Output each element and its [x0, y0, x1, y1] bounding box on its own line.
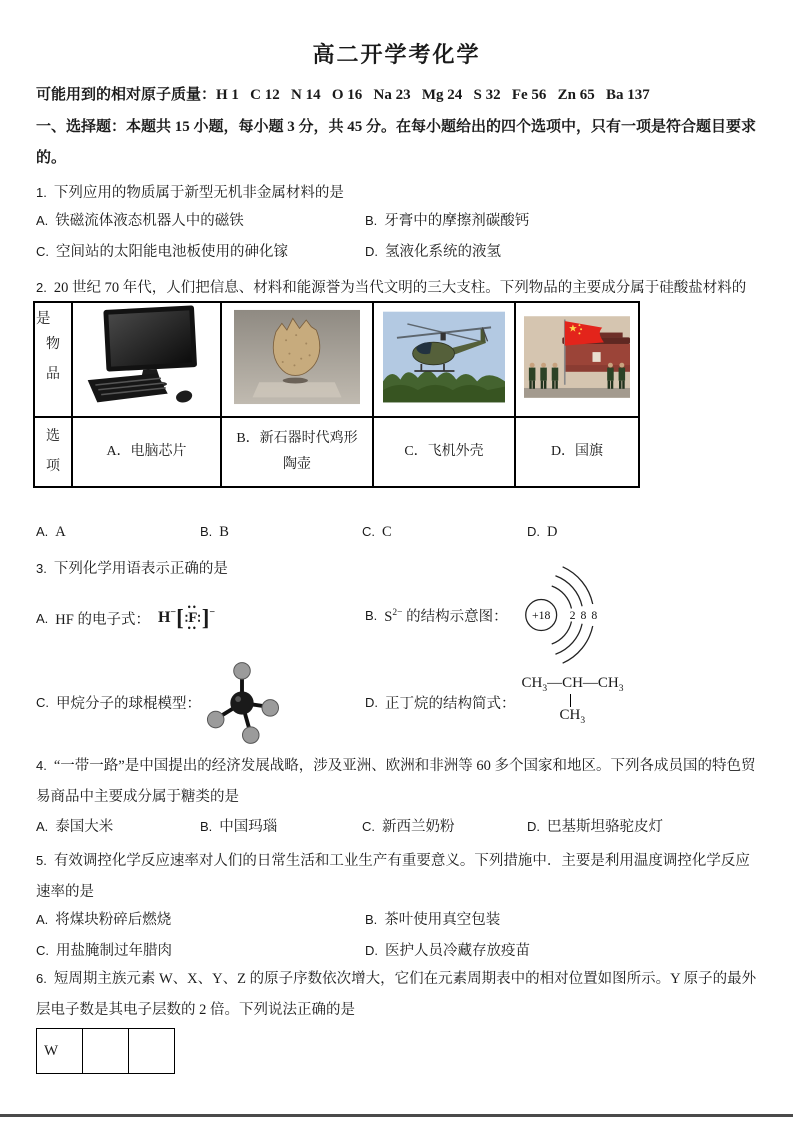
q6-periodic-position-grid [36, 1028, 175, 1074]
cell-computer [72, 302, 221, 417]
cell-helicopter [373, 302, 515, 417]
question-4-number: 4. [36, 758, 47, 773]
ef-bracket-left: [ [176, 604, 184, 630]
question-4 [36, 750, 758, 813]
q3-option-c-label: C. [36, 695, 49, 710]
methane-ball-stick-model [205, 658, 279, 748]
q3-option-a [36, 598, 215, 638]
section-header: 一、选择题：本题共 15 小题，每小题 3 分，共 45 分。在每小题给出的四个选项中，只有一项是符合题目要求的。 [36, 119, 757, 166]
hf-electron-formula [157, 601, 216, 633]
q4-option-c-label: C. [362, 819, 375, 834]
helicopter-image [383, 311, 505, 403]
q1-option-c [36, 240, 288, 261]
q5-option-b-text: 茶叶使用真空包装 [384, 912, 501, 928]
q4-option-c-text: 新西兰奶粉 [382, 819, 455, 835]
q1-option-a-text: 铁磁流体液态机器人中的磁铁 [55, 213, 244, 229]
q3-option-d-label: D. [365, 695, 378, 710]
question-6-number: 6. [36, 971, 47, 986]
question-2-text: 20 世纪 70 年代，人们把信息、材料和能源誉为当代文明的三大支柱。下列物品的主要成分属于硅酸盐材料的是 [36, 280, 747, 327]
q6-grid-cell-2 [83, 1029, 129, 1074]
q1-option-d-text: 氢液化系统的液氢 [385, 244, 501, 260]
flag-ceremony-image [524, 314, 630, 400]
ef-top-dots: •• [187, 601, 198, 612]
cell-flag [515, 302, 639, 417]
question-5-number: 5. [36, 853, 47, 868]
question-1 [36, 177, 758, 209]
q5-option-b [365, 908, 500, 929]
q5-option-a-text: 将煤块粉碎后燃烧 [55, 912, 172, 928]
ef-fluorine: F [188, 609, 198, 626]
q2-answer-d [527, 524, 557, 541]
q2-answer-a [36, 524, 66, 541]
atomic-masses-line: 可能用到的相对原子质量：H 1 C 12 N 14 O 16 Na 23 Mg 24 S 32 Fe 56 Zn 65 Ba 137 [36, 87, 650, 103]
shell-2-electrons: 8 [580, 608, 587, 623]
q2-cell-option-c: C．飞机外壳 [373, 417, 515, 487]
q5-option-a-label: A. [36, 912, 49, 927]
q4-option-c [362, 815, 455, 836]
q3-option-c [36, 655, 279, 750]
q5-option-c [36, 939, 172, 960]
ef-hydrogen: H [157, 609, 171, 626]
cell-pottery [221, 302, 373, 417]
q4-option-a-text: 泰国大米 [55, 819, 114, 835]
q2-answer-c [362, 524, 392, 541]
q3-option-a-label: A. [36, 610, 49, 626]
q2-answer-b-label: B. [200, 524, 213, 539]
q2-answer-a-label: A. [36, 524, 49, 539]
q5-option-b-label: B. [365, 912, 378, 927]
q4-option-d-label: D. [527, 819, 540, 834]
question-1-number: 1. [36, 185, 47, 200]
q2-cell-option-b: B．新石器时代鸡形陶壶 [221, 417, 373, 487]
q3-option-b-label: B. [365, 607, 378, 623]
q2-answer-c-label: C. [362, 524, 375, 539]
q4-option-b-label: B. [200, 819, 213, 834]
q1-option-d-label: D. [365, 244, 378, 259]
ef-right-dots: ∶ [197, 610, 201, 626]
q2-answer-b [200, 524, 229, 541]
q2-table-row-options [34, 417, 639, 487]
q3-option-d-caption: 正丁烷的结构简式： [385, 696, 516, 712]
q6-grid-cell-w: W [37, 1029, 83, 1074]
q2-answer-b-text: B [219, 524, 229, 540]
q4-option-b [200, 815, 277, 836]
question-6-text: 短周期主族元素 W、X、Y、Z 的原子序数依次增大，它们在元素周期表中的相对位置如图所示。Y 原子的最外层电子数是其电子层数的 2 倍。下列说法正确的是 [36, 971, 757, 1018]
atomic-structure-diagram [512, 565, 634, 665]
ef-bracket-right: ] [201, 604, 210, 630]
question-3-number: 3. [36, 561, 47, 576]
q2-table-row-items [34, 302, 639, 417]
q1-option-c-label: C. [36, 244, 49, 259]
q1-option-b-text: 牙膏中的摩擦剂碳酸钙 [384, 213, 530, 229]
q2-answer-c-text: C [382, 524, 392, 540]
q2-row1-header: 物品 [34, 302, 72, 417]
q2-answer-d-text: D [547, 524, 558, 540]
q2-answer-d-label: D. [527, 524, 540, 539]
page-title: 高二开学考化学 [312, 42, 481, 67]
q5-option-d-label: D. [365, 943, 378, 958]
q2-table [33, 301, 640, 488]
q3-option-a-caption: HF 的电子式： [55, 611, 150, 628]
q4-option-d [527, 815, 663, 836]
q1-option-d [365, 240, 501, 261]
q1-option-a-label: A. [36, 213, 49, 228]
q3-option-b [365, 565, 634, 665]
q3-option-b-caption: $S^{2-}$ 的结构示意图： [384, 607, 508, 625]
q3-option-c-caption: 甲烷分子的球棍模型： [56, 696, 201, 712]
question-6 [36, 963, 758, 1026]
q4-option-d-text: 巴基斯坦骆驼皮灯 [547, 819, 663, 835]
q2-row2-header: 选项 [34, 417, 72, 487]
question-2-number: 2. [36, 280, 47, 295]
q5-option-c-label: C. [36, 943, 49, 958]
butane-structural-formula: $CH_3—CH—CH_3$ $CH_3$ [521, 674, 624, 726]
question-4-text: “一带一路”是中国提出的经济发展战略，涉及亚洲、欧洲和非洲等 60 多个国家和地区。下列各成员国的特色贸易商品中主要成分属于糖类的是 [36, 758, 756, 805]
desktop-computer-image [74, 303, 219, 411]
question-5 [36, 845, 758, 908]
q4-option-a [36, 815, 113, 836]
q1-option-a [36, 209, 244, 230]
q5-option-d-text: 医护人员冷藏存放疫苗 [385, 943, 530, 959]
single-bond-line [570, 694, 572, 707]
q6-grid-cell-3 [129, 1029, 175, 1074]
question-3-text: 下列化学用语表示正确的是 [53, 561, 228, 577]
q2-cell-option-d: D．国旗 [515, 417, 639, 487]
q1-option-b-label: B. [365, 213, 378, 228]
q5-option-d [365, 939, 530, 960]
shell-1-electrons: 2 [569, 608, 576, 623]
q1-option-b [365, 209, 529, 230]
q3-option-d [365, 655, 626, 750]
q2-cell-option-a: A．电脑芯片 [72, 417, 221, 487]
q4-option-a-label: A. [36, 819, 49, 834]
ef-bottom-dots: •• [187, 622, 198, 633]
ef-anion-charge: − [209, 606, 216, 618]
page-bottom-rule [0, 1114, 793, 1117]
neolithic-pottery-image [234, 307, 360, 407]
q2-answer-a-text: A [55, 524, 66, 540]
shell-3-electrons: 8 [591, 608, 597, 623]
q5-option-a [36, 908, 171, 929]
question-1-text: 下列应用的物质属于新型无机非金属材料的是 [53, 185, 344, 201]
ef-fluorine-with-dots [184, 601, 201, 633]
nucleus-charge: +18 [531, 608, 551, 623]
q4-option-b-text: 中国玛瑙 [219, 819, 278, 835]
q1-option-c-text: 空间站的太阳能电池板使用的砷化镓 [56, 244, 288, 260]
question-5-text: 有效调控化学反应速率对人们的日常生活和工业生产有重要意义。下列措施中．主要是利用温度调控化学反应速率的是 [36, 853, 750, 900]
q5-option-c-text: 用盐腌制过年腊肉 [56, 943, 172, 959]
ef-left-dots: ∶ [184, 610, 189, 626]
ef-hydrogen-charge: − [170, 606, 177, 618]
